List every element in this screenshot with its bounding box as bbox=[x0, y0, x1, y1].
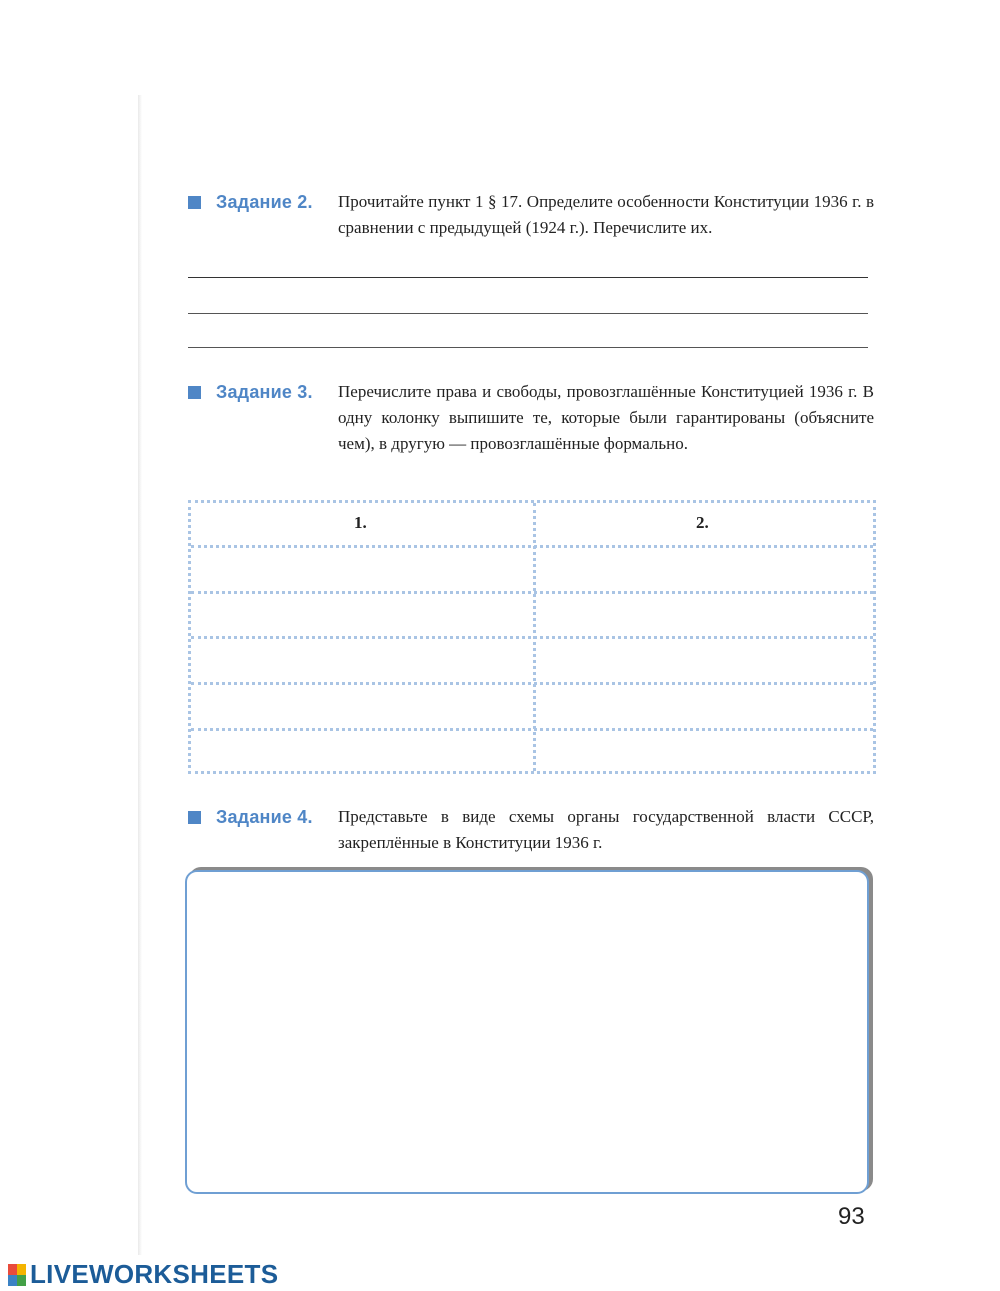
scheme-drawing-area[interactable] bbox=[185, 870, 869, 1194]
task-2-label: Задание 2. bbox=[216, 192, 313, 212]
page-number: 93 bbox=[838, 1203, 865, 1230]
liveworksheets-brand[interactable] bbox=[8, 1259, 278, 1290]
task-3-text: Перечислите права и свободы, провозглашённые Конституцией 1936 г. В одну колонку выпишите те, которые были гарантированы (объясните чем), в другую — провозглашённые формально. bbox=[338, 382, 874, 453]
task-3-label: Задание 3. bbox=[216, 382, 313, 402]
task-4-text: Представьте в виде схемы органы государственной власти СССР, закреплённые в Конституции 1936 г. bbox=[338, 807, 874, 852]
answer-line-2[interactable] bbox=[188, 313, 868, 314]
task-4-label: Задание 4. bbox=[216, 807, 313, 827]
page-edge-shadow bbox=[138, 95, 142, 1255]
row-divider bbox=[191, 636, 873, 639]
table-column-2-header: 2. bbox=[696, 513, 709, 532]
table-column-1-header: 1. bbox=[354, 513, 367, 532]
row-divider bbox=[191, 545, 873, 548]
row-divider bbox=[191, 728, 873, 731]
brand-name: LIVEWORKSHEETS bbox=[30, 1259, 279, 1289]
task-4-header bbox=[188, 807, 313, 828]
square-bullet-icon bbox=[188, 386, 201, 399]
answer-table bbox=[188, 500, 876, 774]
task-2-header bbox=[188, 192, 313, 213]
task-2-text: Прочитайте пункт 1 § 17. Определите особенности Конституции 1936 г. в сравнении с предыдущей (1924 г.). Перечислите их. bbox=[338, 192, 874, 237]
answer-line-1[interactable] bbox=[188, 277, 868, 278]
square-bullet-icon bbox=[188, 811, 201, 824]
answer-line-3[interactable] bbox=[188, 347, 868, 348]
row-divider bbox=[191, 682, 873, 685]
square-bullet-icon bbox=[188, 196, 201, 209]
row-divider bbox=[191, 591, 873, 594]
task-3-header bbox=[188, 382, 313, 403]
liveworksheets-logo-icon bbox=[8, 1264, 26, 1286]
